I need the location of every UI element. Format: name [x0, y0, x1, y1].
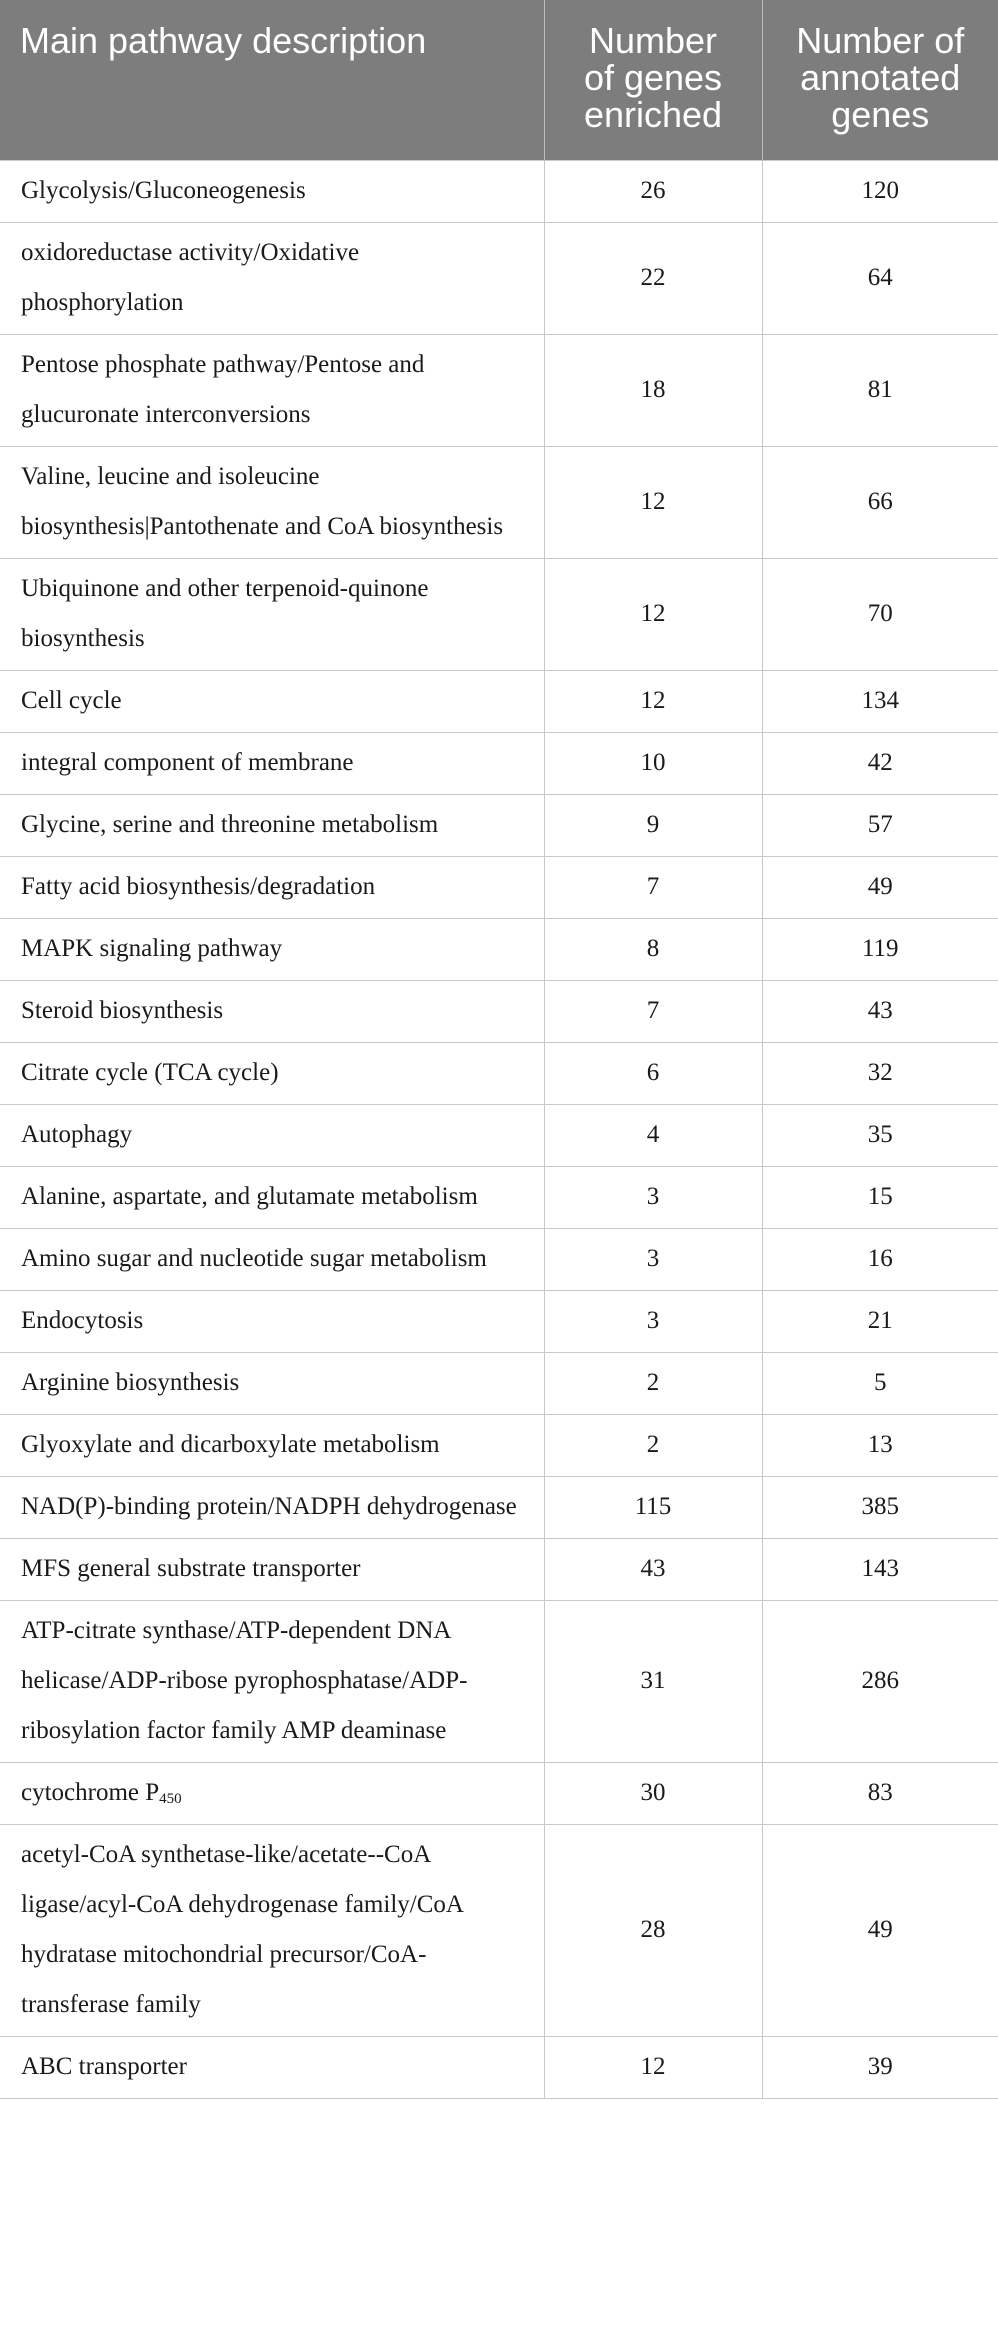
table-row: [0, 1352, 998, 1414]
genes-enriched-cell: 6: [544, 1042, 762, 1104]
genes-enriched-cell: 12: [544, 558, 762, 670]
annotated-genes-cell: 70: [762, 558, 998, 670]
annotated-genes-cell: 385: [762, 1476, 998, 1538]
table-row: [0, 980, 998, 1042]
pathway-description-cell: Glycolysis/Gluconeogenesis: [0, 160, 544, 222]
table-row: [0, 1166, 998, 1228]
annotated-genes-cell: 5: [762, 1352, 998, 1414]
table-row: [0, 1414, 998, 1476]
annotated-genes-cell: 286: [762, 1600, 998, 1762]
header-enriched-line3: enriched: [583, 94, 723, 135]
annotated-genes-cell: 42: [762, 732, 998, 794]
table-row: [0, 732, 998, 794]
genes-enriched-cell: 28: [544, 1824, 762, 2036]
genes-enriched-cell: 2: [544, 1352, 762, 1414]
annotated-genes-cell: 66: [762, 446, 998, 558]
pathway-description-cell: Valine, leucine and isoleucine biosynthesis|Pantothenate and CoA biosynthesis: [0, 446, 544, 558]
annotated-genes-cell: 81: [762, 334, 998, 446]
cytochrome-label: cytochrome P: [21, 1778, 160, 1806]
annotated-genes-cell: 35: [762, 1104, 998, 1166]
pathway-description-cell: Glycine, serine and threonine metabolism: [0, 794, 544, 856]
genes-enriched-cell: 3: [544, 1228, 762, 1290]
table-row: [0, 918, 998, 980]
genes-enriched-cell: 31: [544, 1600, 762, 1762]
pathway-description-cell: Citrate cycle (TCA cycle): [0, 1042, 544, 1104]
header-enriched-line2: of genes: [583, 57, 723, 98]
header-genes-enriched: [544, 0, 762, 160]
genes-enriched-cell: 7: [544, 980, 762, 1042]
table-row: [0, 1042, 998, 1104]
header-description: Main pathway description: [0, 0, 544, 160]
pathway-description-cell: MFS general substrate transporter: [0, 1538, 544, 1600]
header-annotated-genes: [762, 0, 998, 160]
table-row: [0, 446, 998, 558]
pathway-description-cell: integral component of membrane: [0, 732, 544, 794]
pathway-description-cell: Endocytosis: [0, 1290, 544, 1352]
header-annotated-line2: annotated: [800, 57, 961, 98]
cytochrome-subscript: 450: [159, 1790, 182, 1807]
table-row: [0, 670, 998, 732]
genes-enriched-cell: 4: [544, 1104, 762, 1166]
table-row: [0, 1600, 998, 1762]
genes-enriched-cell: 18: [544, 334, 762, 446]
annotated-genes-cell: 43: [762, 980, 998, 1042]
pathway-description-cell: Autophagy: [0, 1104, 544, 1166]
annotated-genes-cell: 49: [762, 856, 998, 918]
genes-enriched-cell: 8: [544, 918, 762, 980]
genes-enriched-cell: 43: [544, 1538, 762, 1600]
table-row: [0, 1762, 998, 1824]
header-annotated-line3: genes: [831, 94, 930, 135]
table-row: [0, 558, 998, 670]
pathway-description-cell: Fatty acid biosynthesis/degradation: [0, 856, 544, 918]
annotated-genes-cell: 120: [762, 160, 998, 222]
pathway-description-cell: acetyl-CoA synthetase-like/acetate--CoA ligase/acyl-CoA dehydrogenase family/CoA hydratase mitochondrial precursor/CoA-transferase family: [0, 1824, 544, 2036]
table-row: [0, 1104, 998, 1166]
pathway-description-cell: Steroid biosynthesis: [0, 980, 544, 1042]
table-row: [0, 222, 998, 334]
pathway-description-cell: Amino sugar and nucleotide sugar metabolism: [0, 1228, 544, 1290]
annotated-genes-cell: 119: [762, 918, 998, 980]
table-row: [0, 334, 998, 446]
genes-enriched-cell: 9: [544, 794, 762, 856]
annotated-genes-cell: 13: [762, 1414, 998, 1476]
genes-enriched-cell: 26: [544, 160, 762, 222]
pathway-description-cell: MAPK signaling pathway: [0, 918, 544, 980]
annotated-genes-cell: 49: [762, 1824, 998, 2036]
genes-enriched-cell: 3: [544, 1166, 762, 1228]
pathway-description-cell: [0, 1762, 544, 1824]
table-row: [0, 856, 998, 918]
genes-enriched-cell: 7: [544, 856, 762, 918]
annotated-genes-cell: 64: [762, 222, 998, 334]
table-row: [0, 1228, 998, 1290]
header-enriched-line1: Number: [588, 20, 718, 61]
table-header: [0, 0, 998, 160]
pathway-description-cell: Cell cycle: [0, 670, 544, 732]
genes-enriched-cell: 12: [544, 670, 762, 732]
table-row: [0, 2036, 998, 2098]
table-row: [0, 1290, 998, 1352]
annotated-genes-cell: 134: [762, 670, 998, 732]
annotated-genes-cell: 83: [762, 1762, 998, 1824]
table-row: [0, 794, 998, 856]
annotated-genes-cell: 16: [762, 1228, 998, 1290]
annotated-genes-cell: 15: [762, 1166, 998, 1228]
annotated-genes-cell: 39: [762, 2036, 998, 2098]
annotated-genes-cell: 32: [762, 1042, 998, 1104]
genes-enriched-cell: 3: [544, 1290, 762, 1352]
table-row: [0, 1538, 998, 1600]
genes-enriched-cell: 12: [544, 446, 762, 558]
annotated-genes-cell: 21: [762, 1290, 998, 1352]
annotated-genes-cell: 57: [762, 794, 998, 856]
table-row: [0, 1824, 998, 2036]
table-row: [0, 1476, 998, 1538]
genes-enriched-cell: 115: [544, 1476, 762, 1538]
pathway-description-cell: ABC transporter: [0, 2036, 544, 2098]
pathway-description-cell: Arginine biosynthesis: [0, 1352, 544, 1414]
pathway-description-cell: ATP-citrate synthase/ATP-dependent DNA helicase/ADP-ribose pyrophosphatase/ADP-ribosylation factor family AMP deaminase: [0, 1600, 544, 1762]
pathway-description-cell: Alanine, aspartate, and glutamate metabolism: [0, 1166, 544, 1228]
pathway-description-cell: oxidoreductase activity/Oxidative phosphorylation: [0, 222, 544, 334]
genes-enriched-cell: 12: [544, 2036, 762, 2098]
pathway-description-cell: Ubiquinone and other terpenoid-quinone biosynthesis: [0, 558, 544, 670]
pathway-description-cell: NAD(P)-binding protein/NADPH dehydrogenase: [0, 1476, 544, 1538]
pathway-description-cell: Pentose phosphate pathway/Pentose and glucuronate interconversions: [0, 334, 544, 446]
table-row: [0, 160, 998, 222]
annotated-genes-cell: 143: [762, 1538, 998, 1600]
header-row: [0, 0, 998, 160]
genes-enriched-cell: 10: [544, 732, 762, 794]
pathway-description-cell: Glyoxylate and dicarboxylate metabolism: [0, 1414, 544, 1476]
genes-enriched-cell: 2: [544, 1414, 762, 1476]
header-annotated-line1: Number of: [796, 20, 965, 61]
table-body: [0, 160, 998, 2098]
genes-enriched-cell: 30: [544, 1762, 762, 1824]
genes-enriched-cell: 22: [544, 222, 762, 334]
